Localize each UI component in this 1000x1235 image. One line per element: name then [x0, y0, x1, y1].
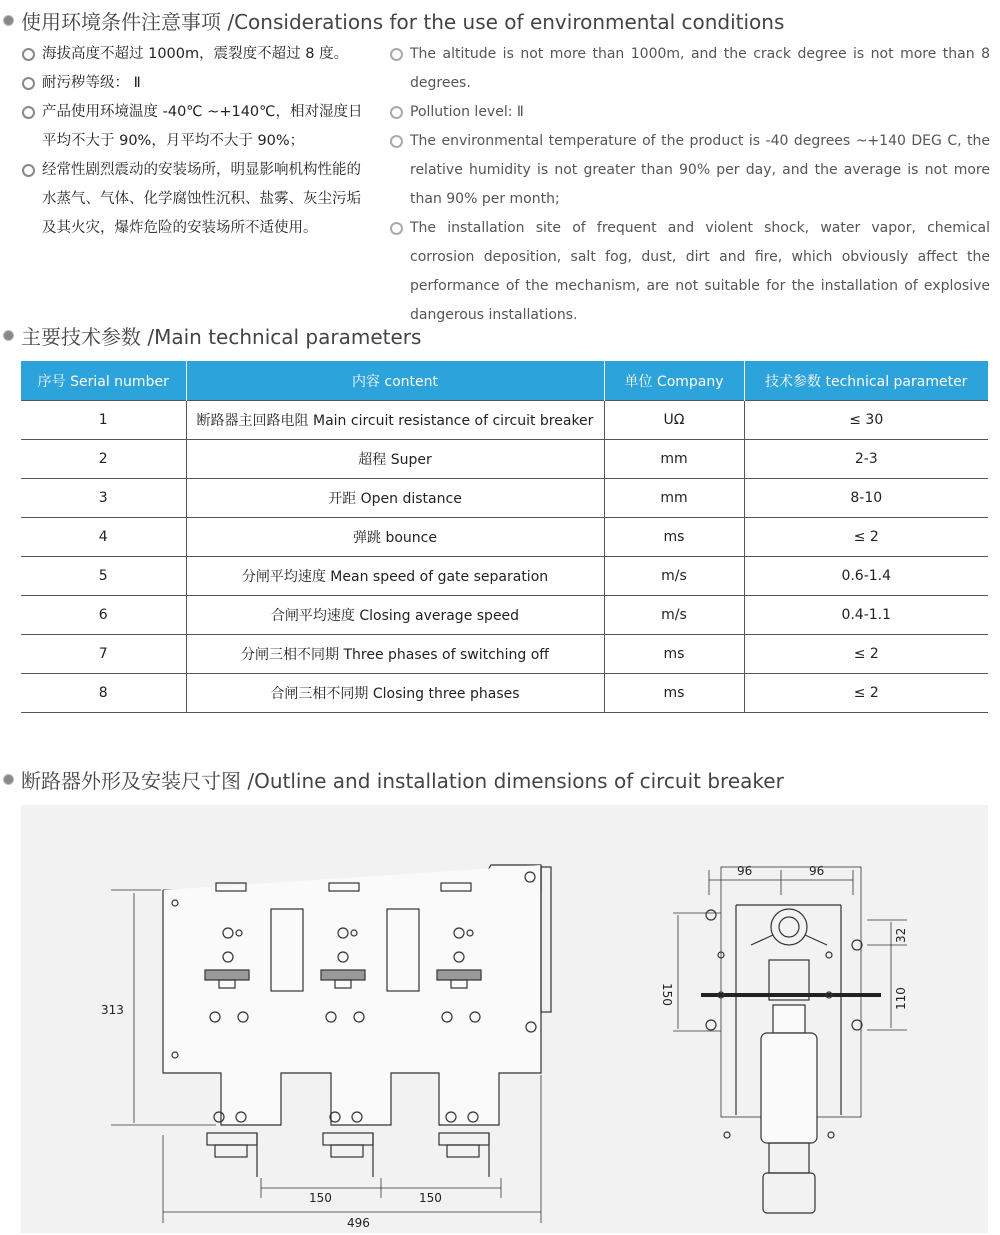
cn-conditions-list [22, 40, 367, 243]
table-header-row [21, 361, 988, 401]
section-title-outline [4, 765, 784, 794]
ring-bullet-icon [22, 48, 35, 61]
dim-label-span-b: 150 [419, 1191, 442, 1205]
list-item: The altitude is not more than 1000m, and the crack degree is not more than 8 degrees. [390, 40, 990, 98]
col-header-unit: 单位 Company [604, 361, 744, 401]
cell-serial: 4 [21, 518, 186, 557]
table-row [21, 674, 988, 713]
dim-label-side-top-a: 96 [737, 864, 753, 878]
cell-serial: 8 [21, 674, 186, 713]
list-item: The environmental temperature of the product is -40 degrees ~+140 DEG C, the relative humidity is not greater than 90% per day, and the average is not more than 90% per month; [390, 127, 990, 214]
dim-line-side-height [673, 913, 721, 1031]
dim-label-span-a: 150 [309, 1191, 332, 1205]
section-title-text: 主要技术参数 /Main technical parameters [21, 325, 422, 349]
col-header-parameter: 技术参数 technical parameter [744, 361, 988, 401]
bullet-dot-icon [4, 331, 13, 340]
cell-unit: ms [604, 674, 744, 713]
cell-content: 分闸三相不同期 Three phases of switching off [186, 635, 604, 674]
outline-drawing [21, 805, 988, 1233]
dim-label-side-right-b: 110 [894, 987, 908, 1010]
cell-unit: m/s [604, 596, 744, 635]
cell-parameter: ≤ 2 [744, 635, 988, 674]
list-item: Pollution level: Ⅱ [390, 98, 990, 127]
cell-unit: m/s [604, 557, 744, 596]
dim-line-side-top [709, 870, 853, 895]
ring-bullet-icon [22, 106, 35, 119]
cell-parameter: 0.6-1.4 [744, 557, 988, 596]
ring-bullet-icon [22, 77, 35, 90]
section-title-parameters [4, 321, 421, 350]
cell-content: 超程 Super [186, 440, 604, 479]
cell-unit: ms [604, 635, 744, 674]
cell-unit: UΩ [604, 401, 744, 440]
cell-content: 分闸平均速度 Mean speed of gate separation [186, 557, 604, 596]
table-row [21, 557, 988, 596]
bullet-dot-icon [4, 16, 13, 25]
cell-content: 合闸三相不同期 Closing three phases [186, 674, 604, 713]
parameters-table [21, 361, 988, 713]
table-row [21, 479, 988, 518]
ring-bullet-icon [390, 135, 403, 148]
cell-parameter: 8-10 [744, 479, 988, 518]
table-row [21, 518, 988, 557]
cell-serial: 6 [21, 596, 186, 635]
ring-bullet-icon [22, 164, 35, 177]
table-row [21, 596, 988, 635]
table-row [21, 401, 988, 440]
cell-unit: mm [604, 479, 744, 518]
table-row [21, 440, 988, 479]
cell-parameter: 0.4-1.1 [744, 596, 988, 635]
en-conditions-list [390, 40, 990, 330]
list-item: 产品使用环境温度 -40℃ ~+140℃，相对湿度日平均不大于 90%，月平均不大于 90%； [22, 98, 367, 156]
outline-drawing-svg [21, 805, 988, 1233]
dim-label-width: 496 [347, 1216, 370, 1230]
cell-parameter: ≤ 2 [744, 518, 988, 557]
dim-label-height: 313 [101, 1003, 124, 1017]
front-plate-outline [163, 865, 541, 1125]
list-item: The installation site of frequent and violent shock, water vapor, chemical corrosion deposition, salt fog, dust, dirt and fire, which obviously affect the performance of the mechanism, are not suitable for the installation of explosive dangerous installations. [390, 214, 990, 330]
dim-label-side-right-a: 32 [894, 927, 908, 943]
col-header-content: 内容 content [186, 361, 604, 401]
cell-serial: 7 [21, 635, 186, 674]
dim-label-side-top-b: 96 [809, 864, 825, 878]
cell-unit: mm [604, 440, 744, 479]
side-flange [541, 867, 551, 1012]
side-view [701, 867, 881, 1213]
ring-bullet-icon [390, 106, 403, 119]
cell-serial: 2 [21, 440, 186, 479]
cell-parameter: ≤ 30 [744, 401, 988, 440]
cell-unit: ms [604, 518, 744, 557]
col-header-serial: 序号 Serial number [21, 361, 186, 401]
cell-serial: 3 [21, 479, 186, 518]
cell-parameter: ≤ 2 [744, 674, 988, 713]
ring-bullet-icon [390, 48, 403, 61]
dim-line-spans [261, 1178, 501, 1198]
cell-content: 断路器主回路电阻 Main circuit resistance of circuit breaker [186, 401, 604, 440]
cell-serial: 5 [21, 557, 186, 596]
list-item: 经常性剧烈震动的安装场所，明显影响机构性能的水蒸气、气体、化学腐蚀性沉积、盐雾、灰尘污垢及其火灾，爆炸危险的安装场所不适使用。 [22, 156, 367, 243]
section-title-text: 断路器外形及安装尺寸图 /Outline and installation dimensions of circuit breaker [21, 769, 784, 793]
section-title-text: 使用环境条件注意事项 /Considerations for the use of environmental conditions [21, 10, 785, 34]
list-item: 耐污秽等级： Ⅱ [22, 69, 367, 98]
dim-label-side-height: 150 [660, 983, 674, 1006]
cell-parameter: 2-3 [744, 440, 988, 479]
bullet-dot-icon [4, 775, 13, 784]
section-title-environment [4, 6, 784, 35]
list-item: 海拔高度不超过 1000m，震裂度不超过 8 度。 [22, 40, 367, 69]
cell-content: 开距 Open distance [186, 479, 604, 518]
cell-content: 合闸平均速度 Closing average speed [186, 596, 604, 635]
ring-bullet-icon [390, 222, 403, 235]
cell-serial: 1 [21, 401, 186, 440]
cell-content: 弹跳 bounce [186, 518, 604, 557]
table-row [21, 635, 988, 674]
